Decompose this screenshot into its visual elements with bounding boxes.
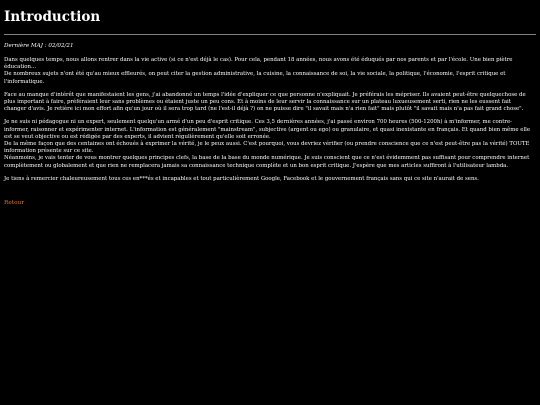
paragraph-line: De la même façon que des centaines ont échoués à exprimer la vérité, je le peux aussi. C'est pourquoi, vous devriez vérifier (ou prendre conscience que ce n'est peut-être pas la vérité) TOUTE information présente sur ce site. bbox=[4, 141, 530, 155]
paragraph-line: Néanmoins, je vais tenter de vous montrer quelques principes clefs, la base de la base du monde numérique. Je suis conscient que ce n'est évidemment pas suffisant pour comprendre internet complètement ou globalement et que rien ne remplacera jamais sa connaissance technique complète et un bon esprit critique. J'espère que mes articles suffiront à l'utilisateur lambda. bbox=[4, 155, 530, 169]
intro-paragraph-3 bbox=[4, 119, 532, 169]
return-link[interactable]: Retour bbox=[4, 200, 25, 207]
paragraph-line: Face au manque d'intérêt que manifestaient les gens, j'ai abandonné un temps l'idée d'expliquer ce que personne n'expliquait. Je préférais les mépriser. Ils avaient peut-être quelquechose de plus important à faire, préféraient leur sans problèmes ou étaient juste un peu cons. Et à moins de leur servir la connaissance sur un plateau luxueusement serti, rien ne les eussent fait changer d'avis. Je retière ici mon effort afin qu'un jour où il sera trop tard (ne l'est-il déjà ?) on ne puisse dire "il savait mais n'a rien fait" mais plutôt "il savait mais n'a pas fait grand chose". bbox=[4, 91, 526, 113]
paragraph-line: Dans quelques temps, nous allons rentrer dans la vie active (si ce n'est déjà le cas). Pour cela, pendant 18 années, nous avons été éduqués par nos parents et par l'école. Une bien piètre éducation... bbox=[4, 57, 513, 71]
paragraph-line: Je ne suis ni pédagogue ni un expert, seulement quelqu'un armé d'un peu d'esprit critique. Ces 3,5 dernières années, j'ai passé environ 700 heures (500-1200h) à m'informer, me contre-informer, raisonner et expérimenter internet. L'information est généralement "mainstream", subjective (argent ou ego) ou granulaire, et quasi inexistante en français. Et quand bien même elle est se veut objective ou est rédigée par des experts, il advient régulièrement qu'elle soit erronée. bbox=[4, 119, 531, 140]
page-content bbox=[4, 8, 532, 208]
page-title: Introduction bbox=[4, 9, 101, 25]
intro-paragraph-2 bbox=[4, 92, 532, 114]
intro-paragraph-4 bbox=[4, 176, 532, 183]
last-updated-date: Dernière MAJ : 02/02/21 bbox=[4, 43, 74, 49]
paragraph-line: Je tiens à remercier chaleureusement tous ces en***és et incapables et tout particulièrement Google, Facebook et le gouvernement français sans qui ce site n'aurait de sens. bbox=[4, 175, 479, 182]
title-divider bbox=[4, 34, 536, 35]
paragraph-line: De nombreux sujets n'ont été qu'au mieux effleurés, on peut citer la gestion administrative, la cuisine, la connaissance de soi, la vie sociale, la politique, l'économie, l'esprit critique et l'informatique. bbox=[4, 71, 506, 85]
intro-paragraph-1 bbox=[4, 57, 532, 86]
